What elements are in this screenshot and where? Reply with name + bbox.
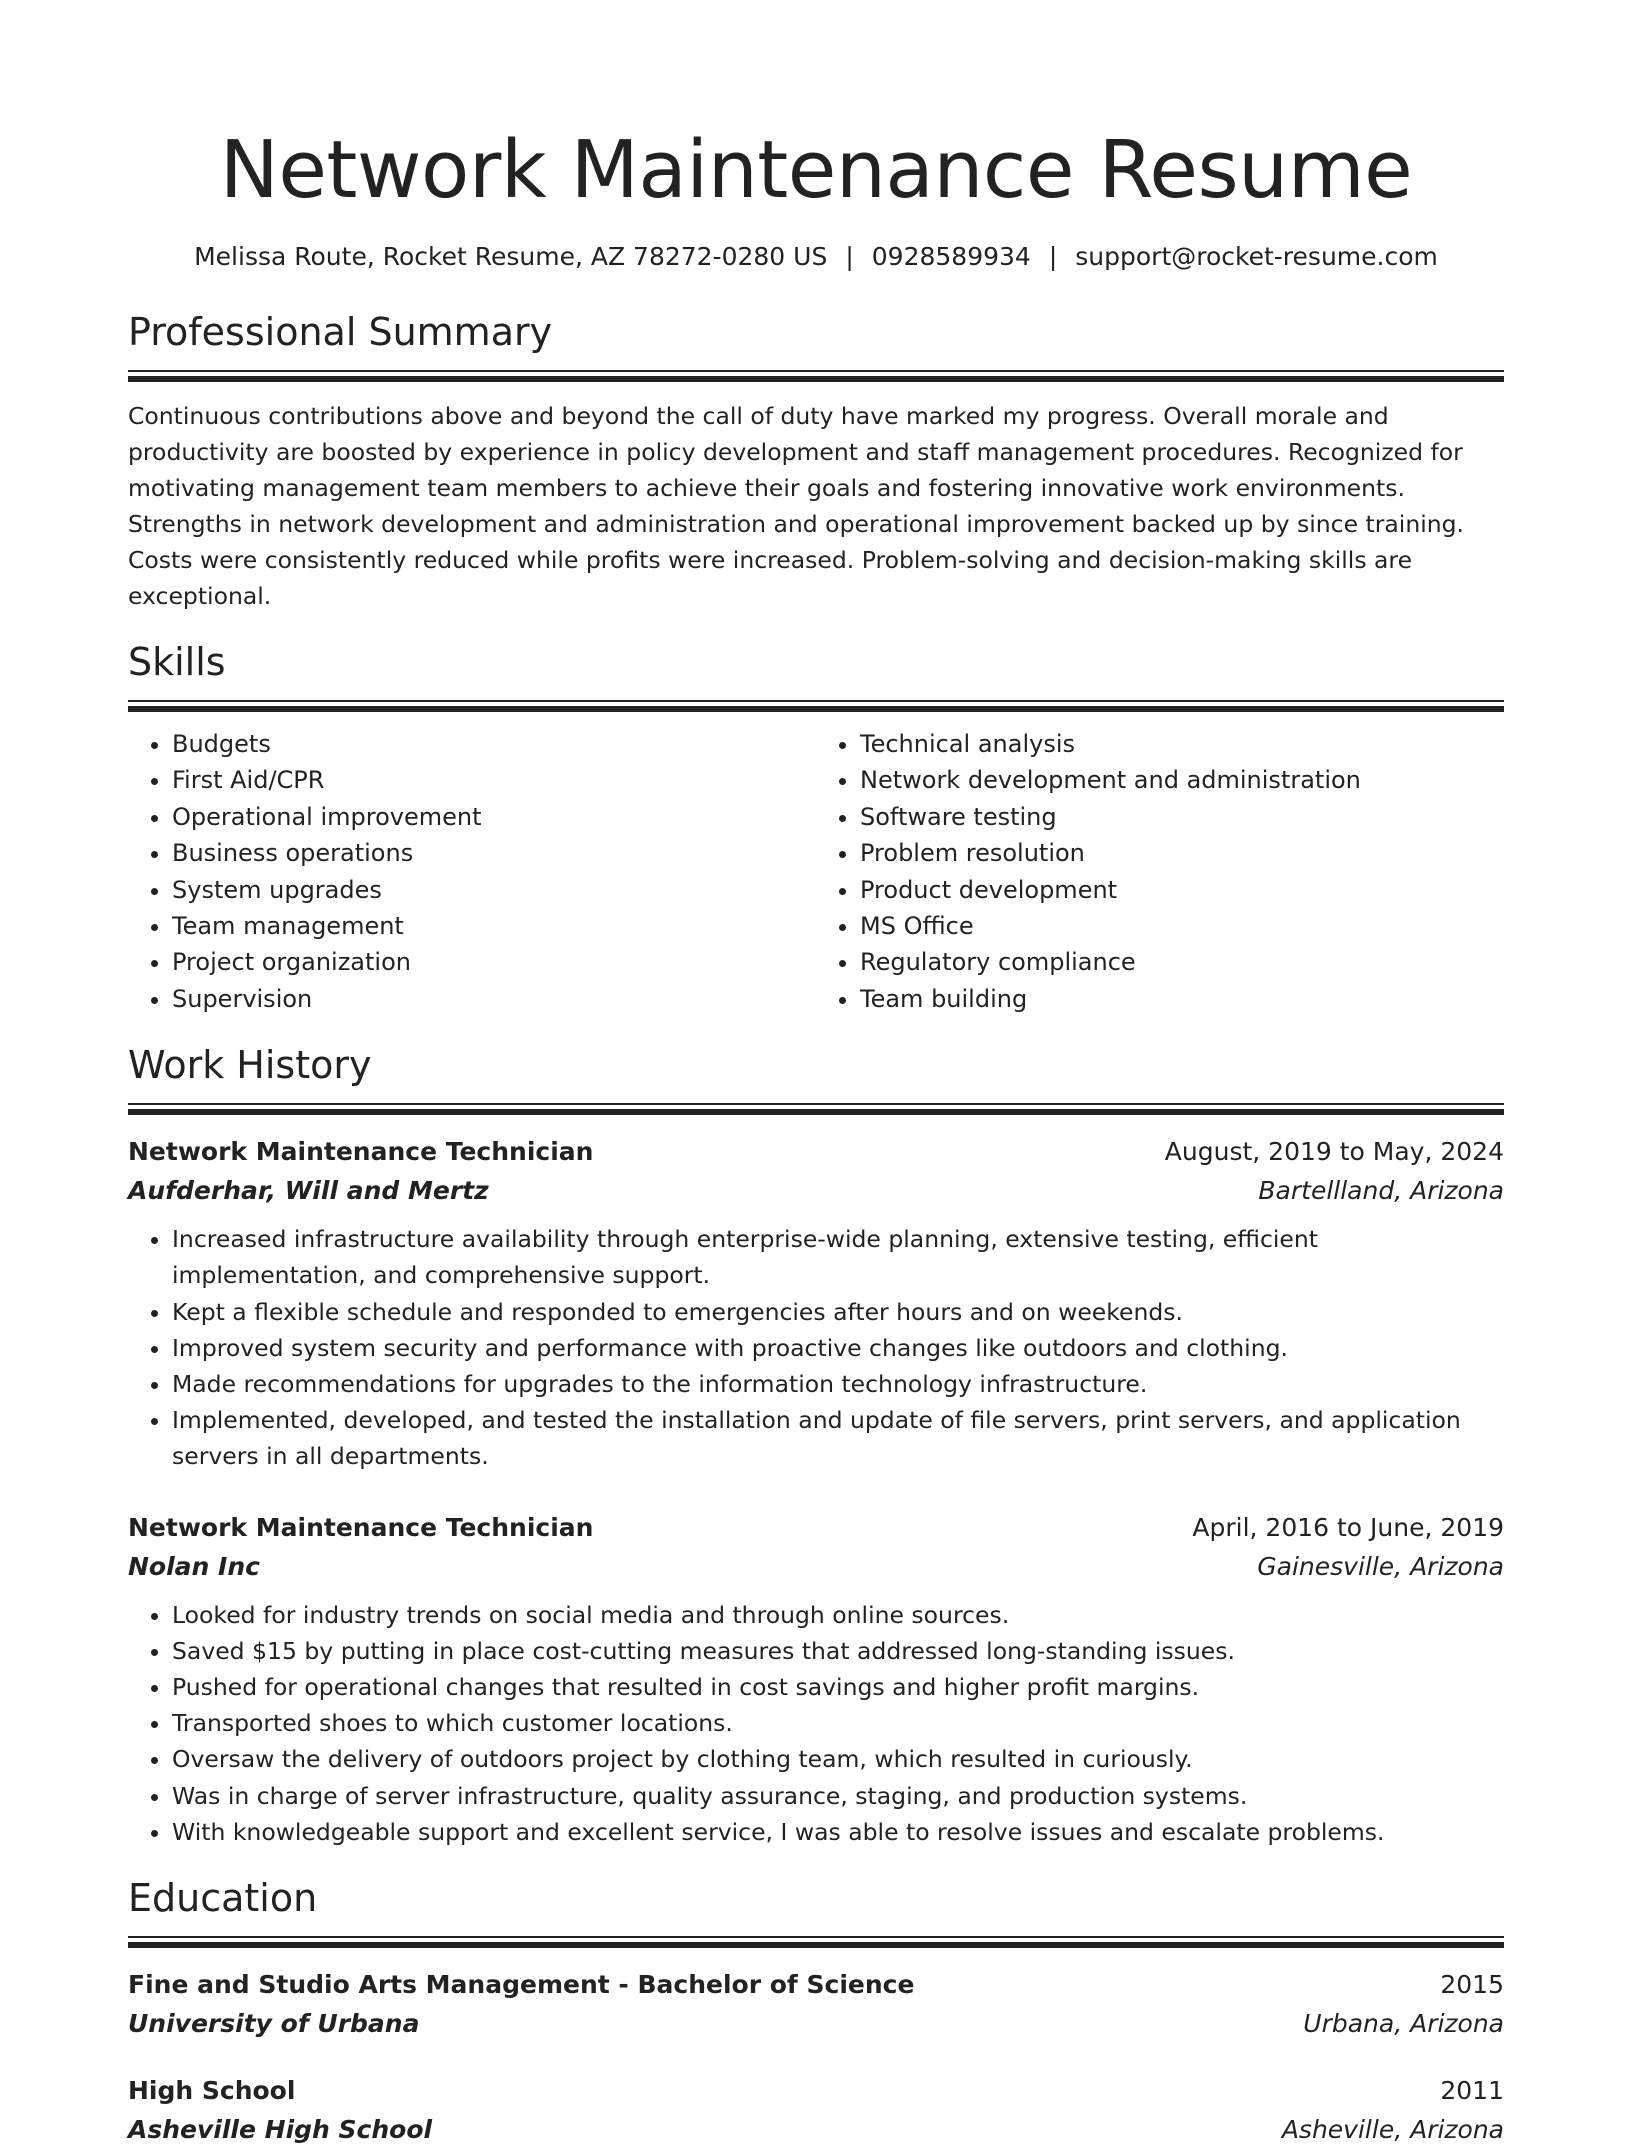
skills-list-right <box>816 726 1504 1017</box>
resume-page <box>128 0 1504 2150</box>
job-location: Bartellland, Arizona <box>1258 1176 1504 1206</box>
education-location: Urbana, Arizona <box>1303 2009 1504 2039</box>
education-school-row <box>128 2110 1504 2150</box>
education-school: Asheville High School <box>128 2115 433 2145</box>
skills-section <box>128 638 1504 1017</box>
job-title: Network Maintenance Technician <box>128 1137 594 1167</box>
job-bullet: • Improved system security and performance with proactive changes like outdoors and clothing. <box>172 1330 1504 1366</box>
summary-section <box>128 308 1504 614</box>
contact-line <box>128 240 1504 274</box>
skill-item: • Technical analysis <box>860 726 1504 762</box>
education-degree: High School <box>128 2076 296 2106</box>
education-entry <box>128 2072 1504 2150</box>
contact-email: support@rocket-resume.com <box>1075 242 1438 271</box>
job-header-row <box>128 1509 1504 1547</box>
work-history-heading: Work History <box>128 1043 372 1088</box>
skill-item: • Supervision <box>172 981 816 1017</box>
skill-item: • Project organization <box>172 944 816 980</box>
skill-item: • Team building <box>860 981 1504 1017</box>
education-year: 2015 <box>1440 1970 1504 2000</box>
contact-separator: | <box>845 242 854 271</box>
resume-title: Network Maintenance Resume <box>219 124 1413 216</box>
contact-address: Melissa Route, Rocket Resume, AZ 78272-0280 US <box>194 242 828 271</box>
skill-item: • MS Office <box>860 908 1504 944</box>
job-bullet: • Kept a flexible schedule and responded to emergencies after hours and on weekends. <box>172 1294 1504 1330</box>
job-bullets <box>128 1221 1504 1474</box>
job-bullet: • With knowledgeable support and excellent service, I was able to resolve issues and escalate problems. <box>172 1814 1504 1850</box>
job-dates: August, 2019 to May, 2024 <box>1164 1137 1504 1167</box>
job-bullet: • Oversaw the delivery of outdoors project by clothing team, which resulted in curiously. <box>172 1741 1504 1777</box>
skill-item: • Business operations <box>172 835 816 871</box>
section-divider <box>128 1103 1504 1115</box>
education-header-row <box>128 1966 1504 2004</box>
education-entry <box>128 1966 1504 2044</box>
education-header-row <box>128 2072 1504 2110</box>
skill-item: • Team management <box>172 908 816 944</box>
education-location: Asheville, Arizona <box>1281 2115 1504 2145</box>
summary-heading: Professional Summary <box>128 310 553 354</box>
job-bullet: • Pushed for operational changes that resulted in cost savings and higher profit margins. <box>172 1669 1504 1705</box>
job-bullet: • Made recommendations for upgrades to the information technology infrastructure. <box>172 1366 1504 1402</box>
skill-item: • System upgrades <box>172 872 816 908</box>
education-year: 2011 <box>1440 2076 1504 2106</box>
job-entry <box>128 1509 1504 1850</box>
job-bullet: • Implemented, developed, and tested the installation and update of file servers, print servers, and application servers in all departments. <box>172 1402 1504 1474</box>
section-divider <box>128 370 1504 382</box>
education-section <box>128 1874 1504 2150</box>
job-dates: April, 2016 to June, 2019 <box>1192 1512 1504 1542</box>
skills-columns <box>128 726 1504 1017</box>
job-bullet: • Looked for industry trends on social media and through online sources. <box>172 1597 1504 1633</box>
section-divider <box>128 1936 1504 1948</box>
skills-list-left <box>128 726 816 1017</box>
job-location: Gainesville, Arizona <box>1257 1551 1504 1581</box>
contact-phone: 0928589934 <box>871 242 1031 271</box>
job-entry <box>128 1133 1504 1474</box>
job-company-row <box>128 1547 1504 1587</box>
skill-item: • First Aid/CPR <box>172 762 816 798</box>
skill-item: • Software testing <box>860 799 1504 835</box>
education-school: University of Urbana <box>128 2009 420 2039</box>
job-bullet: • Increased infrastructure availability through enterprise-wide planning, extensive testing, efficient implementation, and comprehensive support. <box>172 1221 1504 1293</box>
job-company-row <box>128 1171 1504 1211</box>
summary-text: Continuous contributions above and beyond the call of duty have marked my progress. Overall morale and productivity are boosted by experience in policy development and staff management procedures. Recognized for motivating management team members to achieve their goals and fostering innovative work environments. Strengths in network development and administration and operational improvement backed up by since training. Costs were consistently reduced while profits were increased. Problem-solving and decision-making skills are exceptional. <box>128 402 1465 610</box>
job-bullet: • Saved $15 by putting in place cost-cutting measures that addressed long-standing issues. <box>172 1633 1504 1669</box>
education-school-row <box>128 2004 1504 2044</box>
job-company: Aufderhar, Will and Mertz <box>128 1176 489 1206</box>
contact-separator: | <box>1048 242 1058 271</box>
work-history-section <box>128 1041 1504 1850</box>
education-degree: Fine and Studio Arts Management - Bachelor of Science <box>128 1970 915 2000</box>
section-divider <box>128 700 1504 712</box>
job-bullet: • Was in charge of server infrastructure, quality assurance, staging, and production systems. <box>172 1778 1504 1814</box>
education-heading: Education <box>128 1876 318 1921</box>
job-company: Nolan Inc <box>128 1551 260 1581</box>
skill-item: • Product development <box>860 872 1504 908</box>
skill-item: • Operational improvement <box>172 799 816 835</box>
skill-item: • Regulatory compliance <box>860 944 1504 980</box>
job-title: Network Maintenance Technician <box>128 1512 594 1542</box>
skill-item: • Network development and administration <box>860 762 1504 798</box>
job-bullet: • Transported shoes to which customer locations. <box>172 1705 1504 1741</box>
job-header-row <box>128 1133 1504 1171</box>
job-bullets <box>128 1597 1504 1850</box>
skill-item: • Problem resolution <box>860 835 1504 871</box>
skill-item: • Budgets <box>172 726 816 762</box>
skills-heading: Skills <box>128 640 226 684</box>
